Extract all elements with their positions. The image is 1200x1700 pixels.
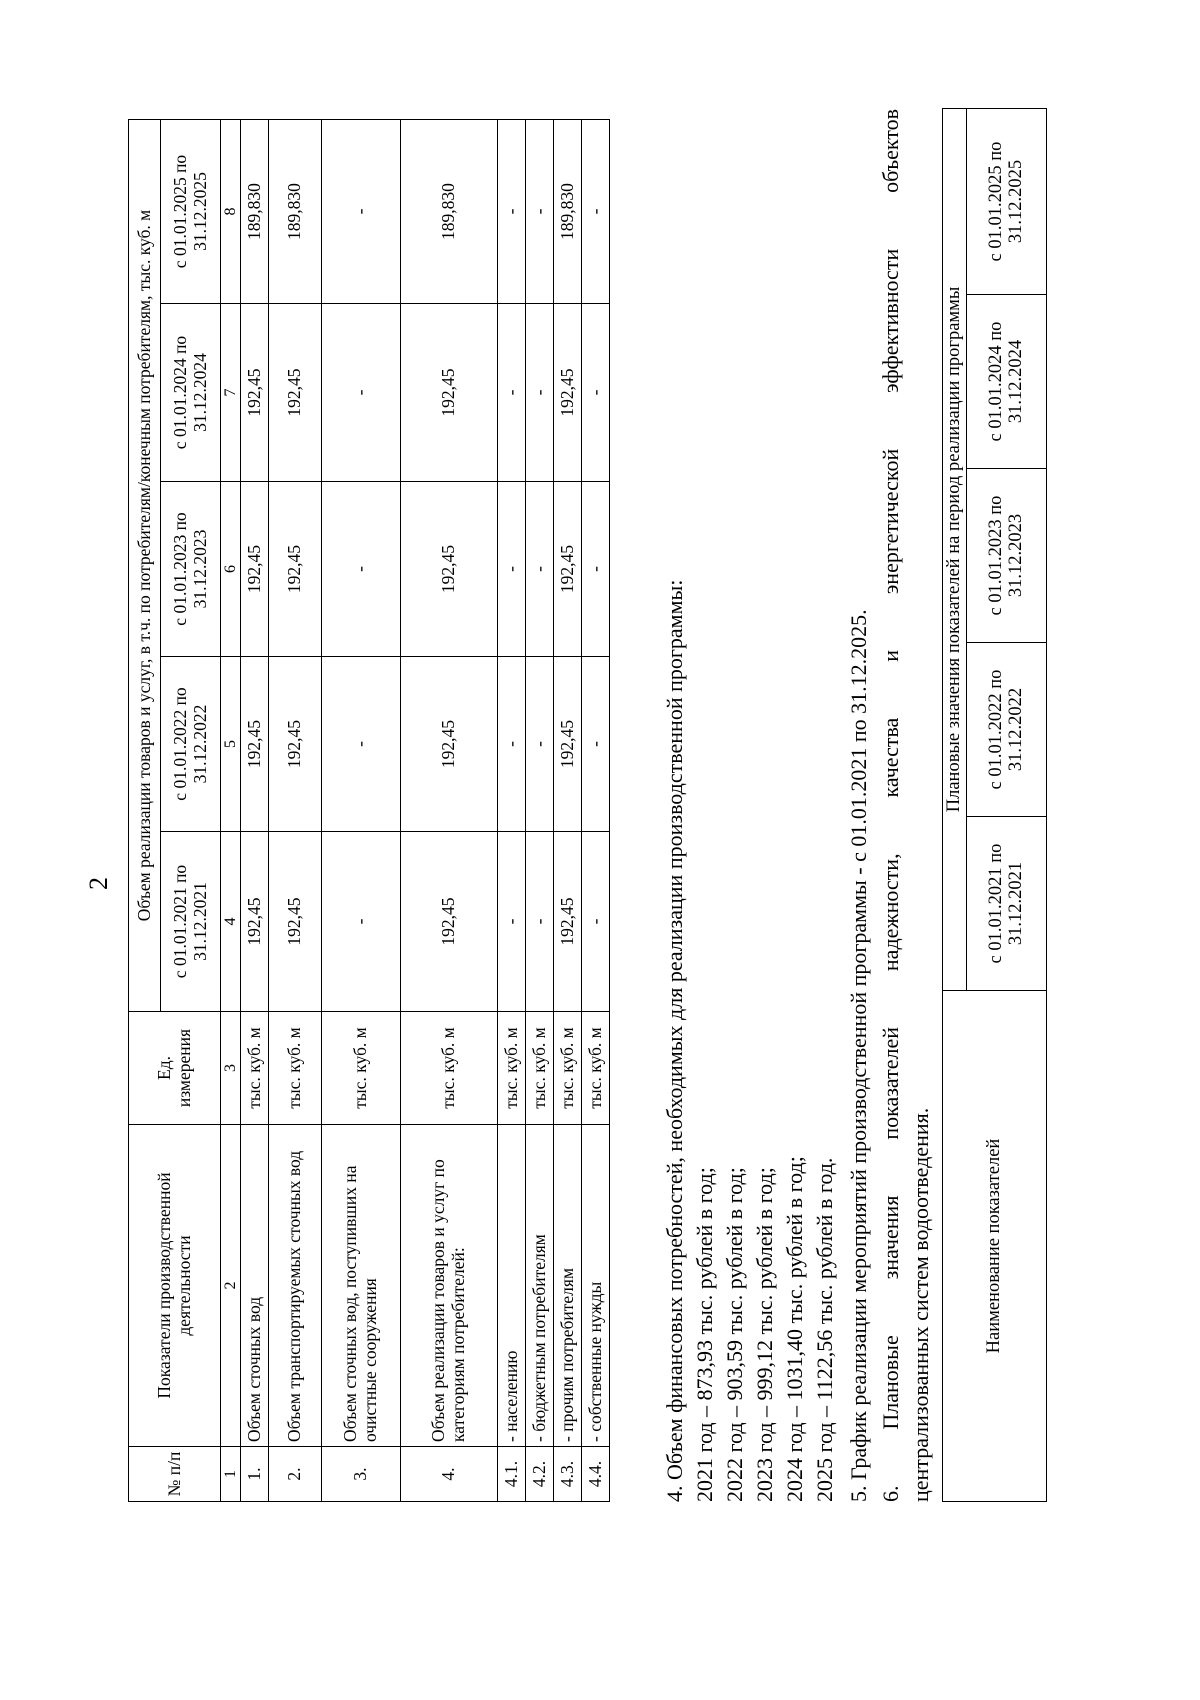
row-value: 192,45 — [554, 657, 582, 832]
row-num: 4.4. — [582, 1447, 610, 1502]
row-value: - — [526, 304, 554, 482]
row-value: 192,45 — [269, 304, 322, 482]
row-num: 3. — [322, 1447, 401, 1502]
col-number: 4 — [221, 832, 241, 1012]
section-4-heading: 4. Объем финансовых потребностей, необходимых для реализации производственной программы: — [662, 579, 687, 1502]
row-value: - — [322, 120, 401, 304]
row-unit: тыс. куб. м — [401, 1012, 498, 1125]
col-number: 6 — [221, 482, 241, 657]
row-value: - — [582, 832, 610, 1012]
section-6-continuation: централизованных систем водоотведения. — [908, 1107, 933, 1502]
row-value: 189,830 — [554, 120, 582, 304]
row-value: 192,45 — [401, 657, 498, 832]
header-period: с 01.01.2022 по 31.12.2022 — [161, 657, 221, 832]
header-unit: Ед. измерения — [129, 1012, 221, 1125]
section-5-schedule: 5. График реализации мероприятий производственной программы - с 01.01.2021 по 31.12.2025. — [846, 609, 871, 1502]
row-value: - — [526, 120, 554, 304]
col-number: 8 — [221, 120, 241, 304]
row-value: 192,45 — [554, 482, 582, 657]
row-value: - — [582, 304, 610, 482]
header-num: № п/п — [129, 1447, 221, 1502]
row-value: 192,45 — [401, 482, 498, 657]
row-name: Объем реализации товаров и услуг по категориям потребителей: — [401, 1125, 498, 1447]
plan-name-header: Наименование показателей — [943, 991, 1047, 1502]
row-value: - — [322, 304, 401, 482]
row-value: - — [582, 482, 610, 657]
row-unit: тыс. куб. м — [241, 1012, 269, 1125]
col-number: 3 — [221, 1012, 241, 1125]
row-num: 4.2. — [526, 1447, 554, 1502]
row-value: 192,45 — [554, 832, 582, 1012]
row-unit: тыс. куб. м — [526, 1012, 554, 1125]
row-value: 189,830 — [269, 120, 322, 304]
row-num: 1. — [241, 1447, 269, 1502]
row-value: - — [582, 657, 610, 832]
row-value: 189,830 — [241, 120, 269, 304]
row-num: 2. — [269, 1447, 322, 1502]
plan-period: с 01.01.2025 по 31.12.2025 — [967, 108, 1047, 294]
row-value: 192,45 — [241, 304, 269, 482]
row-value: 192,45 — [401, 832, 498, 1012]
table-row — [554, 120, 582, 1502]
finance-year-2024: 2024 год – 1031,40 тыс. рублей в год; — [782, 1156, 807, 1502]
row-value: 192,45 — [241, 832, 269, 1012]
production-indicators-table — [128, 119, 610, 1502]
col-number: 7 — [221, 304, 241, 482]
row-value: 192,45 — [269, 832, 322, 1012]
row-unit: тыс. куб. м — [498, 1012, 526, 1125]
row-name: - прочим потребителям — [554, 1125, 582, 1447]
row-value: 192,45 — [554, 304, 582, 482]
col-number: 5 — [221, 657, 241, 832]
row-name: Объем сточных вод, поступивших на очистные сооружения — [322, 1125, 401, 1447]
finance-year-2022: 2022 год – 903,59 тыс. рублей в год; — [722, 1167, 747, 1502]
row-value: 192,45 — [269, 657, 322, 832]
row-value: 192,45 — [401, 304, 498, 482]
row-unit: тыс. куб. м — [554, 1012, 582, 1125]
row-unit: тыс. куб. м — [269, 1012, 322, 1125]
header-volume-group: Объем реализации товаров и услуг, в т.ч. по потребителям/конечным потребителям, тыс. куб. м — [129, 120, 161, 1012]
row-value: 192,45 — [269, 482, 322, 657]
row-unit: тыс. куб. м — [582, 1012, 610, 1125]
row-num: 4.1. — [498, 1447, 526, 1502]
header-period: с 01.01.2023 по 31.12.2023 — [161, 482, 221, 657]
row-value: - — [498, 304, 526, 482]
page-number: 2 — [84, 877, 113, 890]
row-value: - — [498, 832, 526, 1012]
row-unit: тыс. куб. м — [322, 1012, 401, 1125]
row-value: - — [322, 482, 401, 657]
row-value: - — [526, 832, 554, 1012]
row-name: - собственные нужды — [582, 1125, 610, 1447]
plan-period: с 01.01.2022 по 31.12.2022 — [967, 643, 1047, 817]
table-row — [401, 120, 498, 1502]
col-number: 1 — [221, 1447, 241, 1502]
row-value: - — [498, 120, 526, 304]
header-period: с 01.01.2021 по 31.12.2021 — [161, 832, 221, 1012]
finance-year-2025: 2025 год – 1122,56 тыс. рублей в год. — [812, 1157, 837, 1502]
table-row — [241, 120, 269, 1502]
plan-period: с 01.01.2021 по 31.12.2021 — [967, 817, 1047, 991]
finance-year-2023: 2023 год – 999,12 тыс. рублей в год; — [752, 1167, 777, 1502]
table-row — [322, 120, 401, 1502]
row-name: Объем транспортируемых сточных вод — [269, 1125, 322, 1447]
row-value: 192,45 — [241, 657, 269, 832]
row-value: - — [322, 832, 401, 1012]
header-period: с 01.01.2024 по 31.12.2024 — [161, 304, 221, 482]
row-value: - — [498, 482, 526, 657]
col-number: 2 — [221, 1125, 241, 1447]
row-value: - — [322, 657, 401, 832]
row-num: 4. — [401, 1447, 498, 1502]
table-row — [269, 120, 322, 1502]
row-num: 4.3. — [554, 1447, 582, 1502]
row-name: - бюджетным потребителям — [526, 1125, 554, 1447]
table-row — [526, 120, 554, 1502]
row-name: - населению — [498, 1125, 526, 1447]
row-value: - — [526, 482, 554, 657]
plan-period: с 01.01.2024 по 31.12.2024 — [967, 295, 1047, 469]
table-row — [498, 120, 526, 1502]
row-value: - — [498, 657, 526, 832]
plan-period: с 01.01.2023 по 31.12.2023 — [967, 469, 1047, 643]
row-value: 192,45 — [241, 482, 269, 657]
table-row — [582, 120, 610, 1502]
plan-group-header: Плановые значения показателей на период реализации программы — [943, 108, 967, 990]
row-name: Объем сточных вод — [241, 1125, 269, 1447]
row-value: 189,830 — [401, 120, 498, 304]
planned-indicators-table — [942, 108, 1047, 1502]
header-indicator: Показатели производственной деятельности — [129, 1125, 221, 1447]
section-6-heading: 6. Плановые значения показателей надежности, качества и энергетической эффективности объектов — [878, 109, 903, 1502]
finance-year-2021: 2021 год – 873,93 тыс. рублей в год; — [692, 1167, 717, 1502]
header-period: с 01.01.2025 по 31.12.2025 — [161, 120, 221, 304]
row-value: - — [526, 657, 554, 832]
row-value: - — [582, 120, 610, 304]
